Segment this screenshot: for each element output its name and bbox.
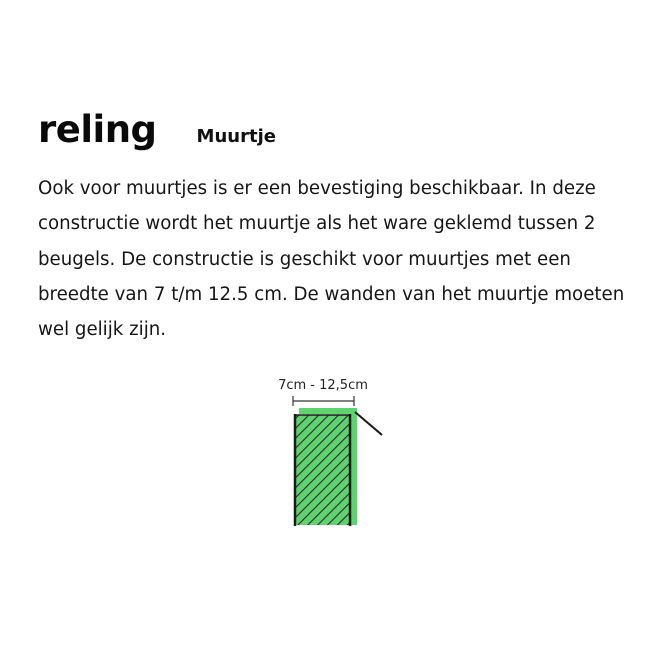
dimension-line: [293, 396, 354, 406]
header: [38, 108, 276, 151]
green-clamp-top: [299, 408, 356, 414]
product-description: Ook voor muurtjes is er een bevestiging beschikbaar. In deze constructie wordt het muurtje als het ware geklemd tussen 2 beugels. De constructie is geschikt voor muurtjes met een breedte van 7 t/m 12.5 cm. De wanden van het muurtje moeten wel gelijk zijn.: [38, 178, 625, 341]
product-subtitle: Muurtje: [196, 126, 276, 147]
dimension-label: 7cm - 12,5cm: [278, 378, 368, 393]
wall-hatched-section: [295, 415, 350, 525]
brand-logo: reling: [38, 108, 157, 151]
wall-clamp-diagram: [262, 372, 392, 532]
railing-bracket-arm: [355, 412, 382, 435]
